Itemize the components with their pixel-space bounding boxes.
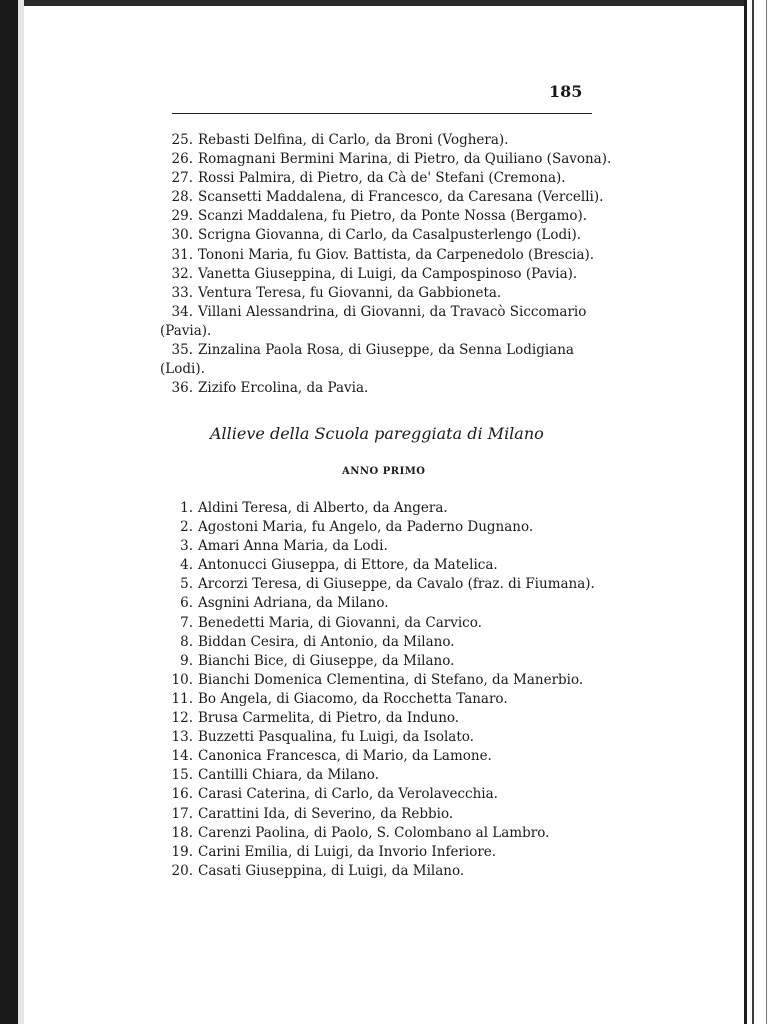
item-text: Carasi Caterina, di Carlo, da Verolavecchia. <box>198 786 498 803</box>
item-number: 14. <box>171 748 193 765</box>
item-number: 28. <box>171 189 193 206</box>
item-text: Carattini Ida, di Severino, da Rebbio. <box>198 805 454 822</box>
item-text: Buzzetti Pasqualina, fu Luigi, da Isolato. <box>198 729 474 746</box>
scan-left-edge-shadow <box>18 0 24 1024</box>
list-item <box>160 556 630 575</box>
section-title: Allieve della Scuola pareggiata di Milano <box>210 424 544 443</box>
list-item <box>160 303 630 322</box>
item-text: Amari Anna Maria, da Lodi. <box>198 538 388 555</box>
list-item <box>160 709 630 728</box>
item-text: Scrigna Giovanna, di Carlo, da Casalpusterlengo (Lodi). <box>198 227 582 244</box>
list-item <box>160 805 630 824</box>
item-text: Antonucci Giuseppa, di Ettore, da Matelica. <box>198 557 498 574</box>
subsection-title: ANNO PRIMO <box>342 466 426 477</box>
item-text: Brusa Carmelita, di Pietro, da Induno. <box>198 710 460 727</box>
item-number: 6. <box>180 595 193 612</box>
list-item <box>160 766 630 785</box>
item-number: 10. <box>171 671 193 688</box>
item-text: Vanetta Giuseppina, di Luigi, da Campospinoso (Pavia). <box>198 265 578 282</box>
item-text: Carenzi Paolina, di Paolo, S. Colombano al Lambro. <box>198 824 550 841</box>
item-text: Casati Giuseppina, di Luigi, da Milano. <box>198 862 465 879</box>
scan-right-edge-line <box>752 0 754 1024</box>
item-text: Rossi Palmira, di Pietro, da Cà de' Stefani (Cremona). <box>198 170 566 187</box>
item-number: 4. <box>180 557 193 574</box>
item-text: Zinzalina Paola Rosa, di Giuseppe, da Senna Lodigiana <box>198 342 574 359</box>
header-rule <box>172 113 592 114</box>
item-number: 30. <box>171 227 193 244</box>
list-item <box>160 652 630 671</box>
list-item <box>160 728 630 747</box>
item-text: Carini Emilia, di Luigi, da Invorio Inferiore. <box>198 843 497 860</box>
list-item <box>160 169 630 188</box>
item-number: 31. <box>171 246 193 263</box>
list-item <box>160 614 630 633</box>
item-text: Bo Angela, di Giacomo, da Rocchetta Tanaro. <box>198 690 508 707</box>
item-text: Scansetti Maddalena, di Francesco, da Caresana (Vercelli). <box>198 189 604 206</box>
list-item <box>160 150 630 169</box>
item-text: Scanzi Maddalena, fu Pietro, da Ponte Nossa (Bergamo). <box>198 208 588 225</box>
item-number: 19. <box>171 843 193 860</box>
scan-left-edge <box>0 0 18 1024</box>
scan-top-edge <box>18 0 744 6</box>
item-text: Bianchi Bice, di Giuseppe, da Milano. <box>198 652 455 669</box>
item-number: 1. <box>180 500 193 516</box>
item-text: Biddan Cesira, di Antonio, da Milano. <box>198 633 455 650</box>
item-number: 9. <box>180 652 193 669</box>
list-item <box>160 207 630 226</box>
list-item <box>160 226 630 245</box>
item-text: Agostoni Maria, fu Angelo, da Paderno Dugnano. <box>198 519 534 536</box>
item-number: 26. <box>171 151 193 168</box>
item-text: Cantilli Chiara, da Milano. <box>198 767 379 784</box>
item-text: Romagnani Bermini Marina, di Pietro, da Quiliano (Savona). <box>198 151 612 168</box>
item-number: 27. <box>171 170 193 187</box>
list-item <box>160 785 630 804</box>
item-text: Benedetti Maria, di Giovanni, da Carvico. <box>198 614 482 631</box>
list-item <box>160 188 630 207</box>
list-item <box>160 246 630 265</box>
item-number: 35. <box>171 342 193 359</box>
list-item <box>160 379 630 398</box>
list-item <box>160 690 630 709</box>
scan-right-edge-line <box>766 0 767 1024</box>
item-text: Aldini Teresa, di Alberto, da Angera. <box>198 500 448 516</box>
item-number: 13. <box>171 729 193 746</box>
item-number: 16. <box>171 786 193 803</box>
item-number: 36. <box>171 380 193 397</box>
list-item <box>160 575 630 594</box>
item-number: 25. <box>171 132 193 148</box>
item-text: Villani Alessandrina, di Giovanni, da Travacò Siccomario <box>198 303 587 320</box>
item-number: 12. <box>171 710 193 727</box>
item-continuation: (Pavia). <box>160 322 212 339</box>
page-number: 185 <box>549 82 583 101</box>
item-text: Zizifo Ercolina, da Pavia. <box>198 380 369 397</box>
list-item <box>160 633 630 652</box>
item-number: 5. <box>180 576 193 593</box>
student-list-anno-primo <box>160 499 630 881</box>
item-number: 33. <box>171 284 193 301</box>
item-number: 3. <box>180 538 193 555</box>
item-text: Arcorzi Teresa, di Giuseppe, da Cavalo (fraz. di Fiumana). <box>198 576 595 593</box>
item-number: 17. <box>171 805 193 822</box>
item-number: 8. <box>180 633 193 650</box>
list-item <box>160 518 630 537</box>
item-number: 11. <box>171 690 193 707</box>
item-number: 29. <box>171 208 193 225</box>
item-number: 7. <box>180 614 193 631</box>
scan-right-edge-line <box>744 0 747 1024</box>
list-item <box>160 499 630 518</box>
list-item <box>160 265 630 284</box>
list-item <box>160 341 630 360</box>
list-item <box>160 671 630 690</box>
item-continuation: (Lodi). <box>160 361 205 378</box>
item-text: Ventura Teresa, fu Giovanni, da Gabbioneta. <box>198 284 502 301</box>
item-number: 32. <box>171 265 193 282</box>
item-text: Tononi Maria, fu Giov. Battista, da Carpenedolo (Brescia). <box>198 246 595 263</box>
list-item <box>160 537 630 556</box>
item-text: Rebasti Delfina, di Carlo, da Broni (Voghera). <box>198 132 509 148</box>
item-number: 2. <box>180 519 193 536</box>
item-number: 15. <box>171 767 193 784</box>
list-item <box>160 747 630 766</box>
item-number: 20. <box>171 862 193 879</box>
list-item <box>160 824 630 843</box>
list-item <box>160 131 630 150</box>
item-text: Canonica Francesca, di Mario, da Lamone. <box>198 748 492 765</box>
item-text: Bianchi Domenica Clementina, di Stefano, da Manerbio. <box>198 671 584 688</box>
list-item <box>160 594 630 613</box>
list-item <box>160 862 630 881</box>
item-text: Asgnini Adriana, da Milano. <box>198 595 389 612</box>
student-list-continued <box>160 131 630 398</box>
list-item <box>160 284 630 303</box>
list-item <box>160 843 630 862</box>
item-number: 34. <box>171 303 193 320</box>
item-number: 18. <box>171 824 193 841</box>
